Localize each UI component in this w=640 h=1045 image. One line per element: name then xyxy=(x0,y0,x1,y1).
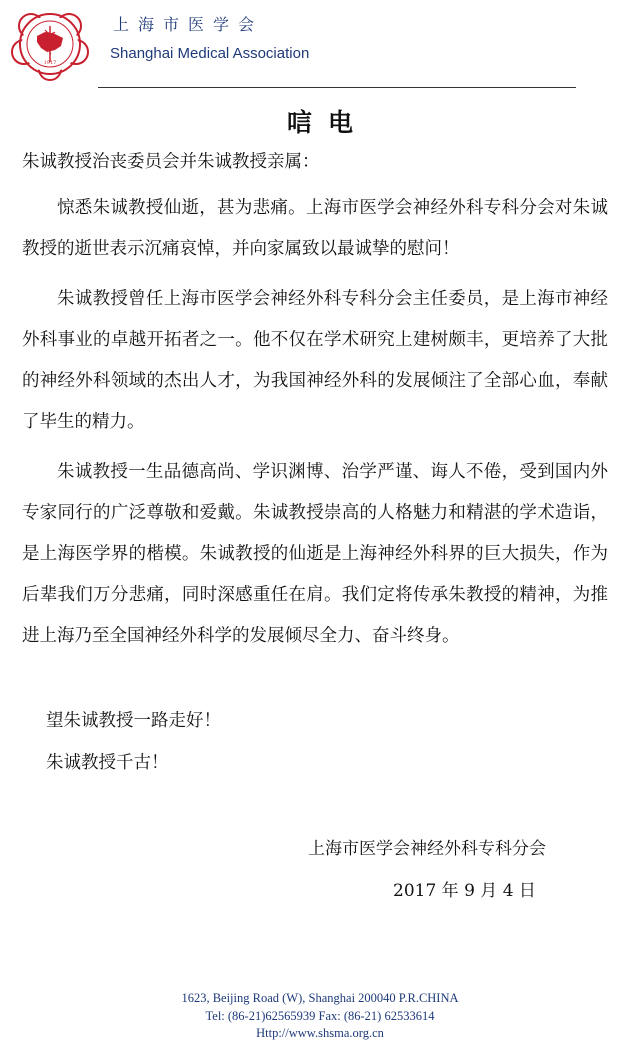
footer-contact: Tel: (86-21)62565939 Fax: (86-21) 62533614 xyxy=(205,1008,435,1023)
closing-line-1: 望朱诚教授一路走好！ xyxy=(46,711,221,731)
letterhead xyxy=(0,0,640,92)
association-logo-icon xyxy=(9,6,91,82)
footer-address: 1623, Beijing Road (W), Shanghai 200040 P.R.CHINA xyxy=(181,991,459,1005)
salutation: 朱诚教授治丧委员会并朱诚教授亲属： xyxy=(22,152,320,172)
closing-line-2: 朱诚教授千古！ xyxy=(46,753,169,773)
logo-year: 1917 xyxy=(43,60,57,66)
letter-date: 2017 年 9 月 4 日 xyxy=(393,881,536,901)
letter-title: 唁电 xyxy=(286,108,369,137)
footer xyxy=(0,990,640,1043)
paragraph-2: 朱诚教授曾任上海市医学会神经外科专科分会主任委员，是上海市神经外科事业的卓越开拓者之一。他不仅在学术研究上建树颇丰，更培养了大批的神经外科领域的杰出人才，为我国神经外科的发展倾注了全部心血，奉献了毕生的精力。 xyxy=(22,289,608,432)
paragraph-1: 惊悉朱诚教授仙逝，甚为悲痛。上海市医学会神经外科专科分会对朱诚教授的逝世表示沉痛哀悼，并向家属致以最诚挚的慰问！ xyxy=(22,198,608,259)
signature: 上海市医学会神经外科专科分会 xyxy=(308,839,546,859)
org-name-en: Shanghai Medical Association xyxy=(110,45,310,62)
paragraph-3: 朱诚教授一生品德高尚、学识渊博、治学严谨、诲人不倦，受到国内外专家同行的广泛尊敬和爱戴。朱诚教授崇高的人格魅力和精湛的学术造诣，是上海医学界的楷模。朱诚教授的仙逝是上海神经外科界的巨大损失，作为后辈我们万分悲痛，同时深感重任在肩。我们定将传承朱教授的精神，为推进上海乃至全国神经外科学的发展倾尽全力、奋斗终身。 xyxy=(22,462,608,646)
letter-body xyxy=(22,188,608,666)
org-name-cn: 上海市医学会 xyxy=(113,15,264,34)
header-divider xyxy=(98,87,576,88)
footer-website[interactable]: Http://www.shsma.org.cn xyxy=(256,1026,384,1040)
